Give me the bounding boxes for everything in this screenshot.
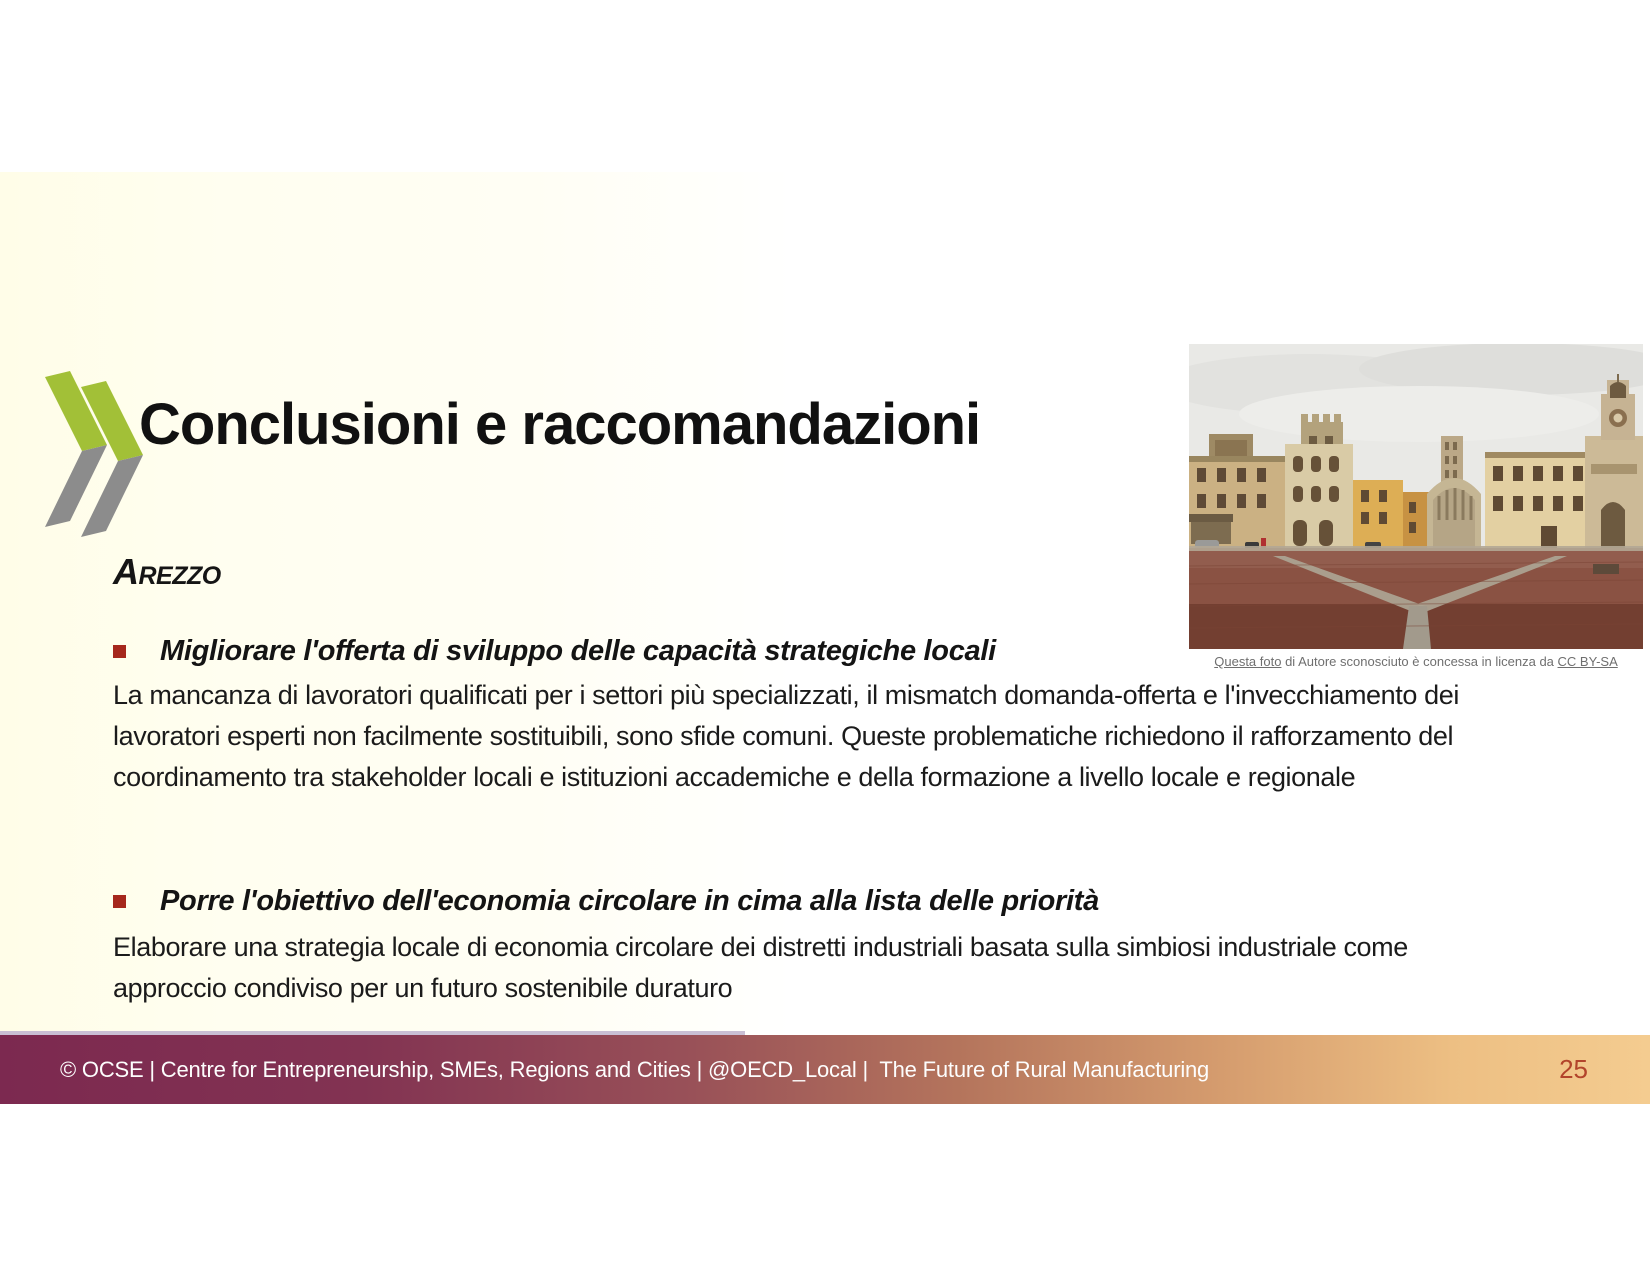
bullet-1-heading: Migliorare l'offerta di sviluppo delle capacità strategiche locali [160, 635, 996, 667]
bullet-item-2 [113, 885, 1473, 918]
bullet-square-icon [113, 895, 126, 908]
bullet-item-1 [113, 635, 1473, 668]
slide-background [0, 172, 1650, 1104]
caption-text: di Autore sconosciuto è concessa in licenza da [1281, 654, 1558, 669]
bullet-1-body: La mancanza di lavoratori qualificati per i settori più specializzati, il mismatch domanda-offerta e l'invecchiamento dei lavoratori esperti non facilmente sostituibili, sono sfide comuni. Queste problematiche richiedono il rafforzamento del coordinamento tra stakeholder locali e istituzioni accademiche e della formazione a livello locale e regionale [113, 680, 1459, 792]
page-title: Conclusioni e raccomandazioni [139, 392, 981, 457]
bullet-2-heading: Porre l'obiettivo dell'economia circolare in cima alla lista delle priorità [160, 885, 1099, 917]
bullet-2-body: Elaborare una strategia locale di economia circolare dei distretti industriali basata sulla simbiosi industriale come approccio condiviso per un futuro sostenibile duraturo [113, 932, 1408, 1003]
bullet-square-icon [113, 645, 126, 658]
footer-bar [0, 1035, 1650, 1104]
caption-link-license[interactable]: CC BY-SA [1557, 654, 1618, 669]
oecd-logo [45, 369, 145, 537]
footer-text: © OCSE | Centre for Entrepreneurship, SMEs, Regions and Cities | @OECD_Local | The Future of Rural Manufacturing [60, 1057, 1210, 1082]
page-number: 25 [1559, 1054, 1588, 1084]
subtitle-arezzo: Arezzo [113, 551, 221, 592]
arezzo-photo [1189, 344, 1643, 649]
oecd-chevrons-icon [45, 369, 145, 537]
caption-link-questa-foto[interactable]: Questa foto [1214, 654, 1282, 669]
